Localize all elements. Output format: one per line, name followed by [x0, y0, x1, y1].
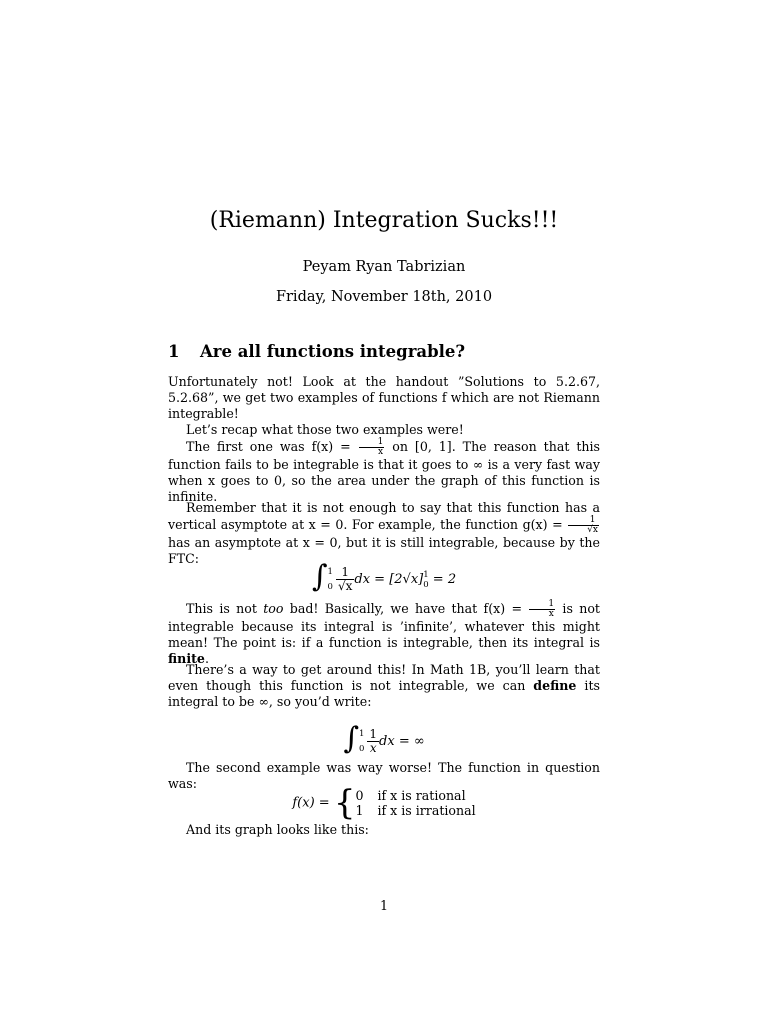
fraction: $\frac{1}{x}$ [359, 438, 385, 457]
paragraph-7: The second example was way worse! The function in question was: [168, 760, 600, 791]
paragraph-5: This is not too bad! Basically, we have that f(x) = $\frac{1}{x}$ is not integrable because its integral is ’infinite’, whatever this might mean! The point is: if a function is integrable, then its integral is finite. [168, 599, 600, 666]
paragraph-6: There’s a way to get around this! In Math 1B, you’ll learn that even though this function is not integrable, we can define its integral to be ∞, so you’d write: [168, 662, 600, 709]
paper-date: Friday, November 18th, 2010 [275, 289, 493, 305]
section-heading [168, 342, 465, 361]
cases: 0 if x is rational 1 if x is irrational [355, 788, 476, 818]
equation-ftc: ∫ 1 0 $\frac{1}{√x}$ dx = [2√x] 1 0 = 2 [311, 559, 457, 594]
integral-sign: ∫ [343, 721, 359, 756]
page-number: 1 [379, 898, 388, 913]
fraction: $\frac{1}{√x}$ [568, 516, 599, 535]
paragraph-4: Remember that it is not enough to say that this function has a vertical asymptote at x = 0. For example, the function g(x) = $\frac{1}{√x}$ has an asymptote at x = 0, but it is still integrable, because by the FTC: [168, 500, 600, 566]
paragraph-2: Let’s recap what those two examples were! [186, 422, 464, 437]
equation-dirichlet: f(x) = { 0 if x is rational 1 if x is irrational [292, 783, 476, 823]
fraction: $\frac{1}{x}$ [369, 727, 378, 755]
paragraph-3: The first one was f(x) = $\frac{1}{x}$ on [0, 1]. The reason that this function fails to be integrable is that it goes to ∞ is a very fast way when x goes to 0, so the area under the graph of this function is infinite. [168, 437, 601, 504]
equation-improper: ∫ 1 0 $\frac{1}{x}$ dx = ∞ [343, 721, 425, 756]
section-title: Are all functions integrable? [200, 342, 466, 361]
left-brace: { [333, 783, 356, 823]
paper-title: (Riemann) Integration Sucks!!! [209, 208, 559, 233]
fraction: $\frac{1}{√x}$ [337, 565, 353, 593]
paragraph-8: And its graph looks like this: [186, 822, 369, 837]
integral-sign: ∫ [311, 559, 328, 594]
paragraph-1: Unfortunately not! Look at the handout ”Solutions to 5.2.67, 5.2.68”, we get two examples of functions f which are not Riemann integrable! [168, 374, 600, 421]
section-number: 1 [168, 342, 180, 361]
fraction: $\frac{1}{x}$ [529, 600, 555, 619]
author-name: Peyam Ryan Tabrizian [302, 259, 466, 275]
